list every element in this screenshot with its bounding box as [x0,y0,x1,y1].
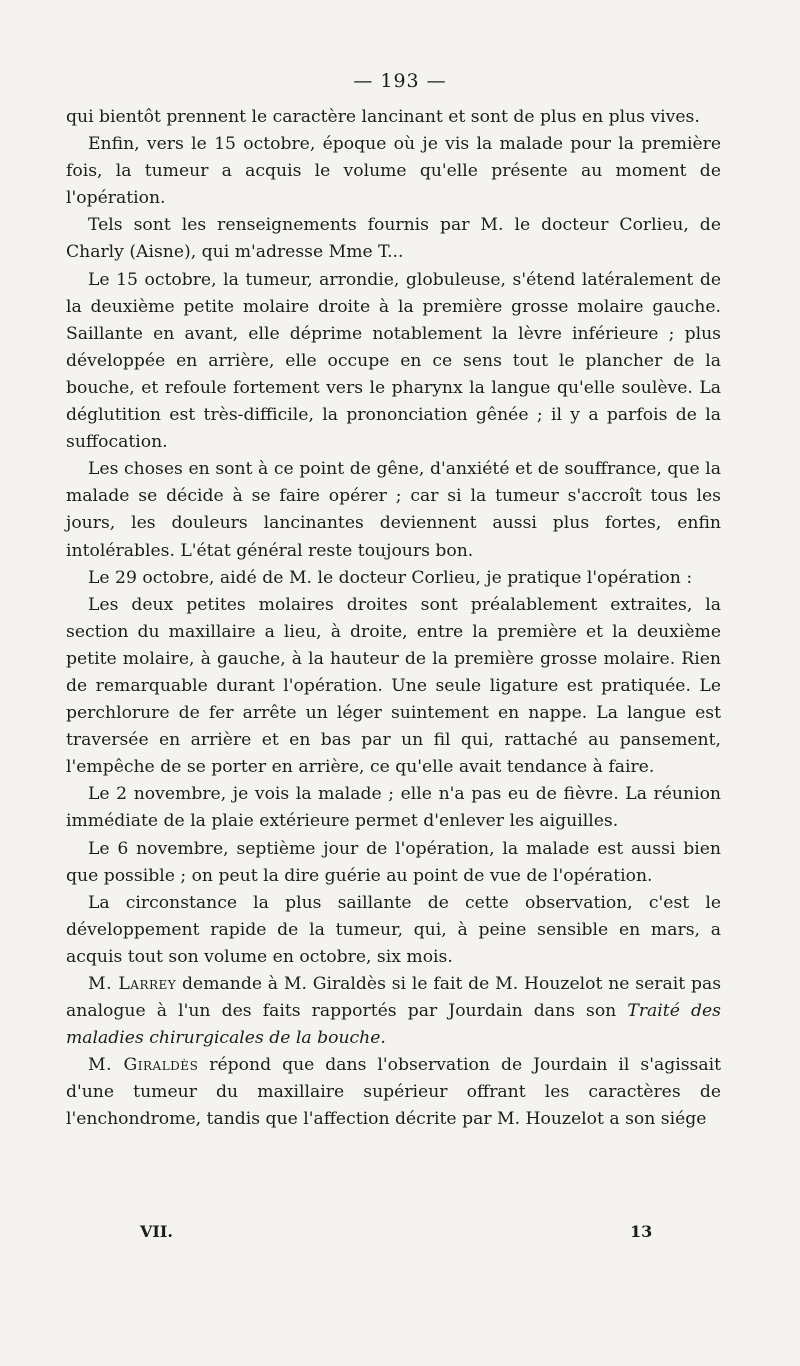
paragraph-text: répond que dans l'observation de Jourdain il s'agissait d'une tumeur du maxillaire supérieur offrant les caractères de l'enchondrome, tandis que l'affection décrite par M. Houzelot a son siége [66,1055,721,1130]
paragraph-3: Tels sont les renseignements fournis par M. le docteur Corlieu, de Charly (Aisne), qui m'adresse Mme T... [66,215,721,263]
paragraph-7: Les deux petites molaires droites sont préalablement extraites, la section du maxillaire a lieu, à droite, entre la première et la deuxième petite molaire, à gauche, à la hauteur de la première grosse molaire. Rien de remarquable durant l'opération. Une seule ligature est pratiquée. Le perchlorure de fer arrête un léger suintement en nappe. La langue est traversée en arrière et en bas par un fil qui, rattaché au pansement, l'empêche de se porter en arrière, ce qu'elle avait tendance à faire. [66,594,721,778]
body-text [66,104,721,1134]
book-title: Traité des maladies chirurgicales de la bouche. [66,1001,721,1049]
paragraph-9: Le 6 novembre, septième jour de l'opération, la malade est aussi bien que possible ; on peut la dire guérie au point de vue de l'opération. [66,838,721,886]
paragraph-5: Les choses en sont à ce point de gêne, d'anxiété et de souffrance, que la malade se décide à se faire opérer ; car si la tumeur s'accroît tous les jours, les douleurs lancinantes deviennent aussi plus fortes, enfin intolérables. L'état général reste toujours bon. [66,459,721,561]
paragraph-10: La circonstance la plus saillante de cette observation, c'est le développement rapide de la tumeur, qui, à peine sensible en mars, a acquis tout son volume en octobre, six mois. [66,892,721,967]
paragraph-12 [66,1052,721,1133]
page-footer [0,1222,800,1252]
paragraph-2: Enfin, vers le 15 octobre, époque où je vis la malade pour la première fois, la tumeur a acquis le volume qu'elle présente au moment de l'opération. [66,134,721,209]
paragraph-4: Le 15 octobre, la tumeur, arrondie, globuleuse, s'étend latéralement de la deuxième petite molaire droite à la première grosse molaire gauche. Saillante en avant, elle déprime notablement la lèvre inférieure ; plus développée en arrière, elle occupe en ce sens tout le plancher de la bouche, et refoule fortement vers le pharynx la langue qu'elle soulève. La déglutition est très-difficile, la prononciation gênée ; il y a parfois de la suffocation. [66,269,721,453]
paragraph-1: qui bientôt prennent le caractère lancinant et sont de plus en plus vives. [66,107,700,127]
speaker-name: M. Larrey [88,974,177,994]
paragraph-8: Le 2 novembre, je vois la malade ; elle n'a pas eu de fièvre. La réunion immédiate de la plaie extérieure permet d'enlever les aiguilles. [66,784,721,832]
paragraph-11 [66,971,721,1052]
speaker-name: M. Giraldès [88,1055,199,1076]
paragraph-text: demande à M. Giraldès si le fait de M. Houzelot ne serait pas analogue à l'un des faits rapportés par Jourdain dans son [66,974,722,1022]
signature-mark: VII. [140,1222,173,1241]
sheet-number: 13 [630,1222,653,1241]
page-number: — 193 — [353,70,447,92]
paragraph-6: Le 29 octobre, aidé de M. le docteur Corlieu, je pratique l'opération : [88,567,693,588]
